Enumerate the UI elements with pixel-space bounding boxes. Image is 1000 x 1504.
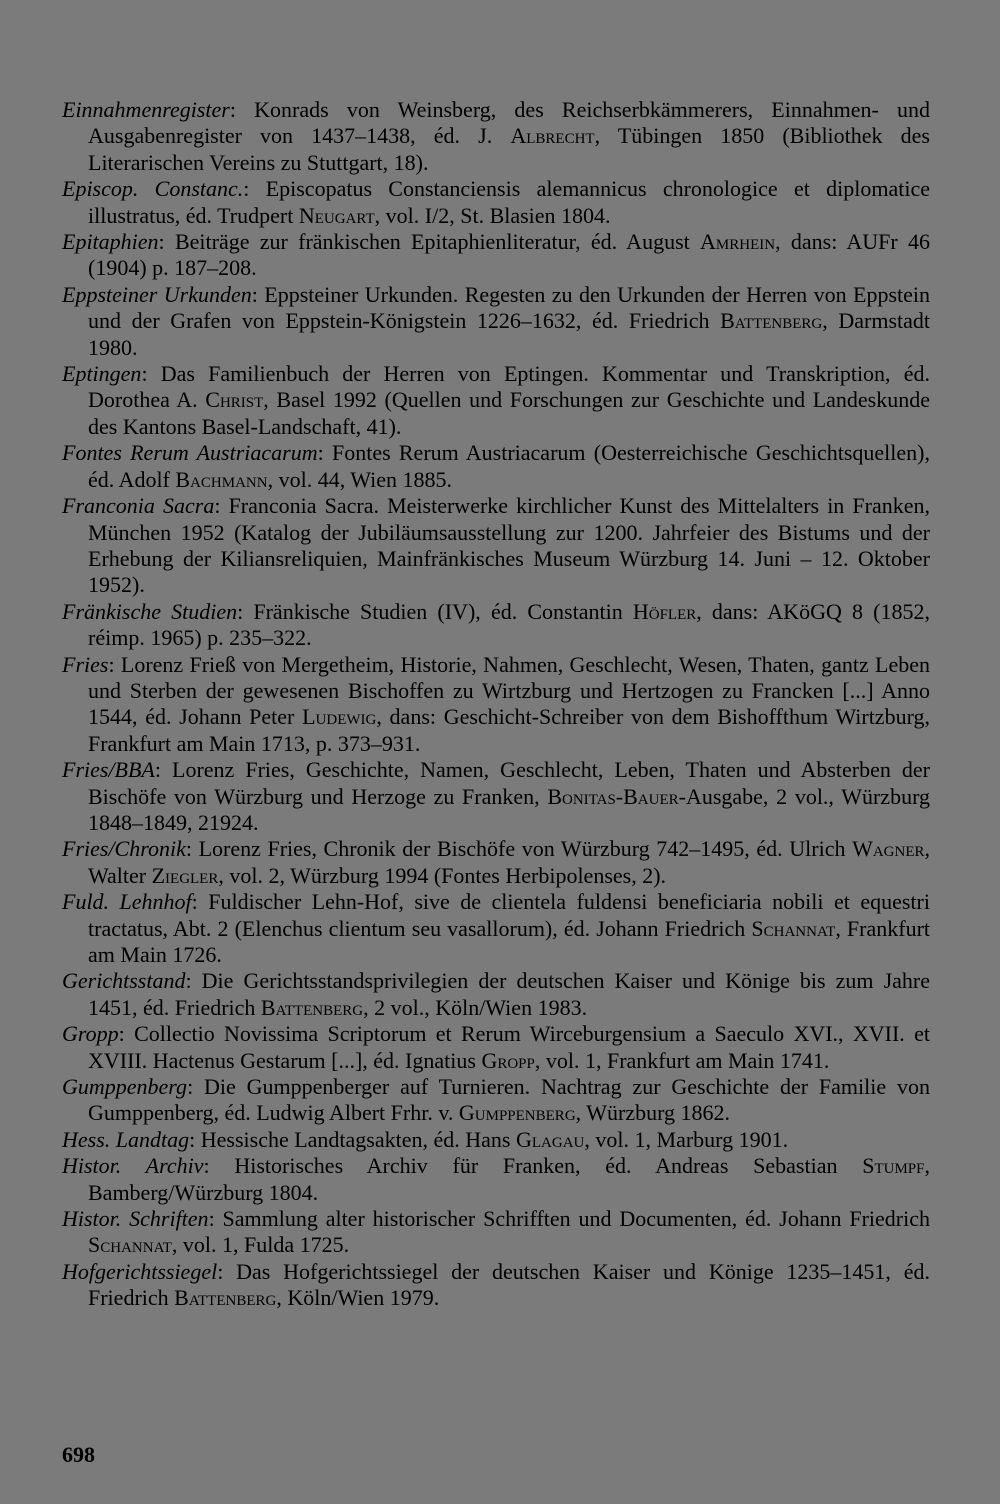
entry-abbreviation: Episcop. Constanc.: [62, 176, 244, 202]
author-name: Schannat: [88, 1232, 172, 1258]
entry-text: Eppsteiner Urkunden. Regesten zu den Urkunden der Herren von Eppstein und der Grafen von Eppstein-Königstein 1226–1632, éd. Friedrich: [88, 281, 930, 334]
bibliography-entry: Fuld. Lehnhof: Fuldischer Lehn-Hof, sive de clientela fuldensi beneficiaria nobili et equestri tractatus, Abt. 2 (Elenchus clientum seu vasallorum), éd. Johann Friedrich Schannat, Frankfurt am Main 1726.: [62, 889, 931, 967]
bibliography-entry: Histor. Schriften: Sammlung alter historischer Schrifften und Documenten, éd. Johann Friedrich Schannat, vol. 1, Fulda 1725.: [62, 1206, 930, 1258]
entry-text: Beiträge zur fränkischen Epitaphienliteratur, éd. August: [174, 229, 701, 255]
entry-text: , vol. 1, Marburg 1901.: [584, 1126, 789, 1152]
entry-abbreviation: Eppsteiner Urkunden: [62, 281, 252, 307]
author-name: Christ: [205, 387, 264, 413]
author-name: Amrhein: [700, 229, 776, 255]
entry-text: , Bamberg/Würzburg 1804.: [88, 1153, 930, 1205]
bibliography-entry: Eppsteiner Urkunden: Eppsteiner Urkunden. Regesten zu den Urkunden der Herren von Eppstein und der Grafen von Eppstein-Königstein 1226–1632, éd. Friedrich Battenberg, Darmstadt 1980.: [62, 281, 930, 360]
entry-abbreviation: Fries: [62, 651, 109, 677]
bibliography-entry: Gumppenberg: Die Gumppenberger auf Turnieren. Nachtrag zur Geschichte der Familie von Gumppenberg, éd. Ludwig Albert Frhr. v. Gumppenberg, Würzburg 1862.: [62, 1074, 930, 1126]
entry-text: , vol. 1, Fulda 1725.: [171, 1232, 350, 1258]
entry-text: Hessische Landtagsakten, éd. Hans: [200, 1126, 516, 1152]
author-name: Ludewig: [302, 704, 377, 730]
author-name: Battenberg: [720, 308, 823, 334]
bibliography-entry: Hofgerichtssiegel: Das Hofgerichtssiegel der deutschen Kaiser und Könige 1235–1451, éd. Friedrich Battenberg, Köln/Wien 1979.: [62, 1258, 930, 1311]
entry-text: Historisches Archiv für Franken, éd. Andreas Sebastian: [234, 1153, 863, 1179]
entry-text: Fuldischer Lehn-Hof, sive de clientela fuldensi beneficiaria nobili et equestri tractatus, Abt. 2 (Elenchus clientum seu vasallorum), éd. Johann Friedrich: [88, 889, 930, 941]
bibliography-entry: Fries/BBA: Lorenz Fries, Geschichte, Namen, Geschlecht, Leben, Thaten und Absterben der Bischöfe von Würzburg und Herzoge zu Franken, Bonitas-Bauer-Ausgabe, 2 vol., Würzburg 1848–1849, 21924.: [62, 757, 931, 835]
author-name: Battenberg: [260, 994, 364, 1020]
entry-text: , Frankfurt am Main 1726.: [88, 915, 931, 967]
bibliography-entry: Fries: Lorenz Frieß von Mergetheim, Historie, Nahmen, Geschlecht, Wesen, Thaten, gantz Leben und Sterben der gewesenen Bischoffen zu Wirtzburg und Hertzogen zu Francken [...] Anno 1544, éd. Johann Peter Ludewig, dans: Geschicht-Schreiber von dem Bishoffthum Wirtzburg, Frankfurt am Main 1713, p. 373–931.: [62, 651, 931, 756]
entry-abbreviation: Franconia Sacra: [62, 493, 215, 519]
entry-text: Collectio Novissima Scriptorum et Rerum Wirceburgensium a Saeculo XVI., XVII. et XVIII. Hactenus Gestarum [...], éd. Ignatius: [88, 1021, 930, 1073]
entry-text: Lorenz Fries, Chronik der Bischöfe von Würzburg 742–1495, éd. Ulrich: [198, 836, 853, 862]
entry-abbreviation: Histor. Schriften: [62, 1206, 209, 1232]
entry-abbreviation: Fries/BBA: [62, 757, 155, 783]
entry-abbreviation: Gropp: [62, 1021, 119, 1047]
entry-text: , vol. 1, Frankfurt am Main 1741.: [534, 1047, 830, 1073]
entry-abbreviation: Gerichtsstand: [62, 968, 186, 994]
entry-text: , dans: AUFr 46 (1904) p. 187–208.: [88, 229, 930, 281]
entry-abbreviation: Epitaphien: [62, 229, 159, 255]
author-name: Ziegler: [151, 862, 219, 888]
entry-abbreviation: Histor. Archiv: [62, 1153, 204, 1179]
bibliography-entry: Epitaphien: Beiträge zur fränkischen Epitaphienliteratur, éd. August Amrhein, dans: AUFr 46 (1904) p. 187–208.: [62, 229, 930, 281]
entry-abbreviation: Fontes Rerum Austriacarum: [62, 440, 318, 466]
entry-text: , Würzburg 1862.: [575, 1100, 731, 1126]
bibliography-entry: Gerichtsstand: Die Gerichtsstandsprivilegien der deutschen Kaiser und Könige bis zum Jahre 1451, éd. Friedrich Battenberg, 2 vol., Köln/Wien 1983.: [62, 968, 930, 1020]
entry-text: , dans: Geschicht-Schreiber von dem Bishoffthum Wirtzburg, Frankfurt am Main 1713, p. 373–931.: [88, 704, 931, 756]
author-name: Neugart: [298, 202, 375, 228]
bibliography-entry: Fries/Chronik: Lorenz Fries, Chronik der Bischöfe von Würzburg 742–1495, éd. Ulrich Wagner, Walter Ziegler, vol. 2, Würzburg 1994 (Fontes Herbipolenses, 2).: [62, 836, 930, 888]
bibliography-entry: Fränkische Studien: Fränkische Studien (IV), éd. Constantin Höfler, dans: AKöGQ 8 (1852, réimp. 1965) p. 235–322.: [62, 598, 930, 651]
entry-text: Lorenz Fries, Geschichte, Namen, Geschlecht, Leben, Thaten und Absterben der Bischöfe von Würzburg und Herzoge zu Franken,: [88, 757, 930, 809]
entry-text: , Tübingen 1850 (Bibliothek des Literarischen Vereins zu Stuttgart, 18).: [88, 123, 930, 175]
author-name: Wagner: [852, 836, 925, 862]
author-name: Glagau: [516, 1126, 585, 1152]
entry-abbreviation: Eptingen: [62, 361, 142, 387]
entry-text: , vol. I/2, St. Blasien 1804.: [374, 202, 611, 228]
bibliography-entry: Eptingen: Das Familienbuch der Herren von Eptingen. Kommentar und Transkription, éd. Dorothea A. Christ, Basel 1992 (Quellen und Forschungen zur Geschichte und Landeskunde des Kantons Basel-Landschaft, 41).: [62, 361, 930, 439]
author-name: Battenberg: [174, 1285, 277, 1311]
bibliography-entry: Franconia Sacra: Franconia Sacra. Meisterwerke kirchlicher Kunst des Mittelalters in Franken, München 1952 (Katalog der Jubiläumsausstellung zur 1200. Jahrfeier des Bistums und der Erhebung der Kiliansreliquien, Mainfränkisches Museum Würzburg 14. Juni – 12. Oktober 1952).: [62, 493, 931, 598]
entry-text: , Darmstadt 1980.: [88, 308, 930, 360]
entry-text: -Ausgabe, 2 vol., Würzburg 1848–1849, 21924.: [88, 783, 931, 835]
entry-text: , Basel 1992 (Quellen und Forschungen zur Geschichte und Landeskunde des Kantons Basel-Landschaft, 41).: [88, 387, 930, 439]
author-name: Schannat: [751, 915, 836, 941]
bibliography-list: [62, 97, 930, 1312]
author-name: Gropp: [481, 1047, 535, 1073]
entry-text: , dans: AKöGQ 8 (1852, réimp. 1965) p. 235–322.: [88, 598, 930, 651]
bibliography-entry: Fontes Rerum Austriacarum: Fontes Rerum Austriacarum (Oesterreichische Geschichtsquellen), éd. Adolf Bachmann, vol. 44, Wien 1885.: [62, 440, 930, 492]
entry-text: Konrads von Weinsberg, des Reichserbkämmerers, Einnahmen- und Ausgabenregister von 1437–1438, éd. J.: [88, 97, 930, 149]
author-name: Bonitas-Bauer: [547, 783, 679, 809]
author-name: Albrecht: [510, 123, 595, 149]
author-name: Gumppenberg: [458, 1100, 576, 1126]
entry-abbreviation: Hess. Landtag: [62, 1126, 190, 1152]
bibliography-entry: Einnahmenregister: Konrads von Weinsberg, des Reichserbkämmerers, Einnahmen- und Ausgabenregister von 1437–1438, éd. J. Albrecht, Tübingen 1850 (Bibliothek des Literarischen Vereins zu Stuttgart, 18).: [62, 97, 930, 175]
entry-text: Das Familienbuch der Herren von Eptingen. Kommentar und Transkription, éd. Dorothea A.: [88, 361, 930, 413]
entry-text: Franconia Sacra. Meisterwerke kirchlicher Kunst des Mittelalters in Franken, München 1952 (Katalog der Jubiläumsausstellung zur 1200. Jahrfeier des Bistums und der Erhebung der Kiliansreliquien, Mainfränkisches Museum Würzburg 14. Juni – 12. Oktober 1952).: [88, 493, 931, 598]
author-name: Stumpf: [862, 1153, 925, 1179]
entry-text: , vol. 44, Wien 1885.: [267, 466, 453, 492]
bibliography-entry: Hess. Landtag: Hessische Landtagsakten, éd. Hans Glagau, vol. 1, Marburg 1901.: [62, 1126, 789, 1152]
entry-text: , 2 vol., Köln/Wien 1983.: [363, 994, 588, 1020]
entry-text: Sammlung alter historischer Schrifften und Documenten, éd. Johann Friedrich: [222, 1206, 930, 1232]
entry-text: Die Gumppenberger auf Turnieren. Nachtrag zur Geschichte der Familie von Gumppenberg, éd. Ludwig Albert Frhr. v.: [88, 1074, 930, 1126]
entry-abbreviation: Hofgerichtssiegel: [62, 1258, 218, 1284]
entry-abbreviation: Gumppenberg: [62, 1074, 188, 1100]
entry-text: Fränkische Studien (IV), éd. Constantin: [253, 598, 633, 624]
entry-abbreviation: Fries/Chronik: [62, 836, 186, 862]
author-name: Bachmann: [175, 466, 268, 492]
page-number: 698: [62, 1442, 95, 1467]
author-name: Höfler: [632, 598, 697, 624]
entry-text: , vol. 2, Würzburg 1994 (Fontes Herbipolenses, 2).: [218, 862, 667, 888]
bibliography-entry: Episcop. Constanc.: Episcopatus Constanciensis alemannicus chronologice et diplomatice illustratus, éd. Trudpert Neugart, vol. I/2, St. Blasien 1804.: [62, 176, 930, 228]
entry-text: Episcopatus Constanciensis alemannicus chronologice et diplomatice illustratus, éd. Trudpert: [88, 176, 930, 228]
entry-abbreviation: Einnahmenregister: [62, 97, 230, 122]
bibliography-entry: Gropp: Collectio Novissima Scriptorum et Rerum Wirceburgensium a Saeculo XVI., XVII. et XVIII. Hactenus Gestarum [...], éd. Ignatius Gropp, vol. 1, Frankfurt am Main 1741.: [62, 1021, 930, 1073]
entry-text: Das Hofgerichtssiegel der deutschen Kaiser und Könige 1235–1451, éd. Friedrich: [88, 1258, 930, 1311]
entry-text: Fontes Rerum Austriacarum (Oesterreichische Geschichtsquellen), éd. Adolf: [88, 440, 930, 492]
entry-text: Lorenz Frieß von Mergetheim, Historie, Nahmen, Geschlecht, Wesen, Thaten, gantz Leben und Sterben der gewesenen Bischoffen zu Wirtzburg und Hertzogen zu Francken [...] Anno 1544, éd. Johann Peter: [88, 651, 930, 730]
entry-text: , Köln/Wien 1979.: [276, 1285, 440, 1311]
bibliography-entry: Histor. Archiv: Historisches Archiv für Franken, éd. Andreas Sebastian Stumpf, Bamberg/Würzburg 1804.: [62, 1153, 930, 1205]
entry-abbreviation: Fuld. Lehnhof: [62, 889, 192, 915]
entry-text: Die Gerichtsstandsprivilegien der deutschen Kaiser und Könige bis zum Jahre 1451, éd. Friedrich: [88, 968, 930, 1020]
entry-text: , Walter: [88, 836, 930, 888]
entry-abbreviation: Fränkische Studien: [62, 598, 238, 624]
